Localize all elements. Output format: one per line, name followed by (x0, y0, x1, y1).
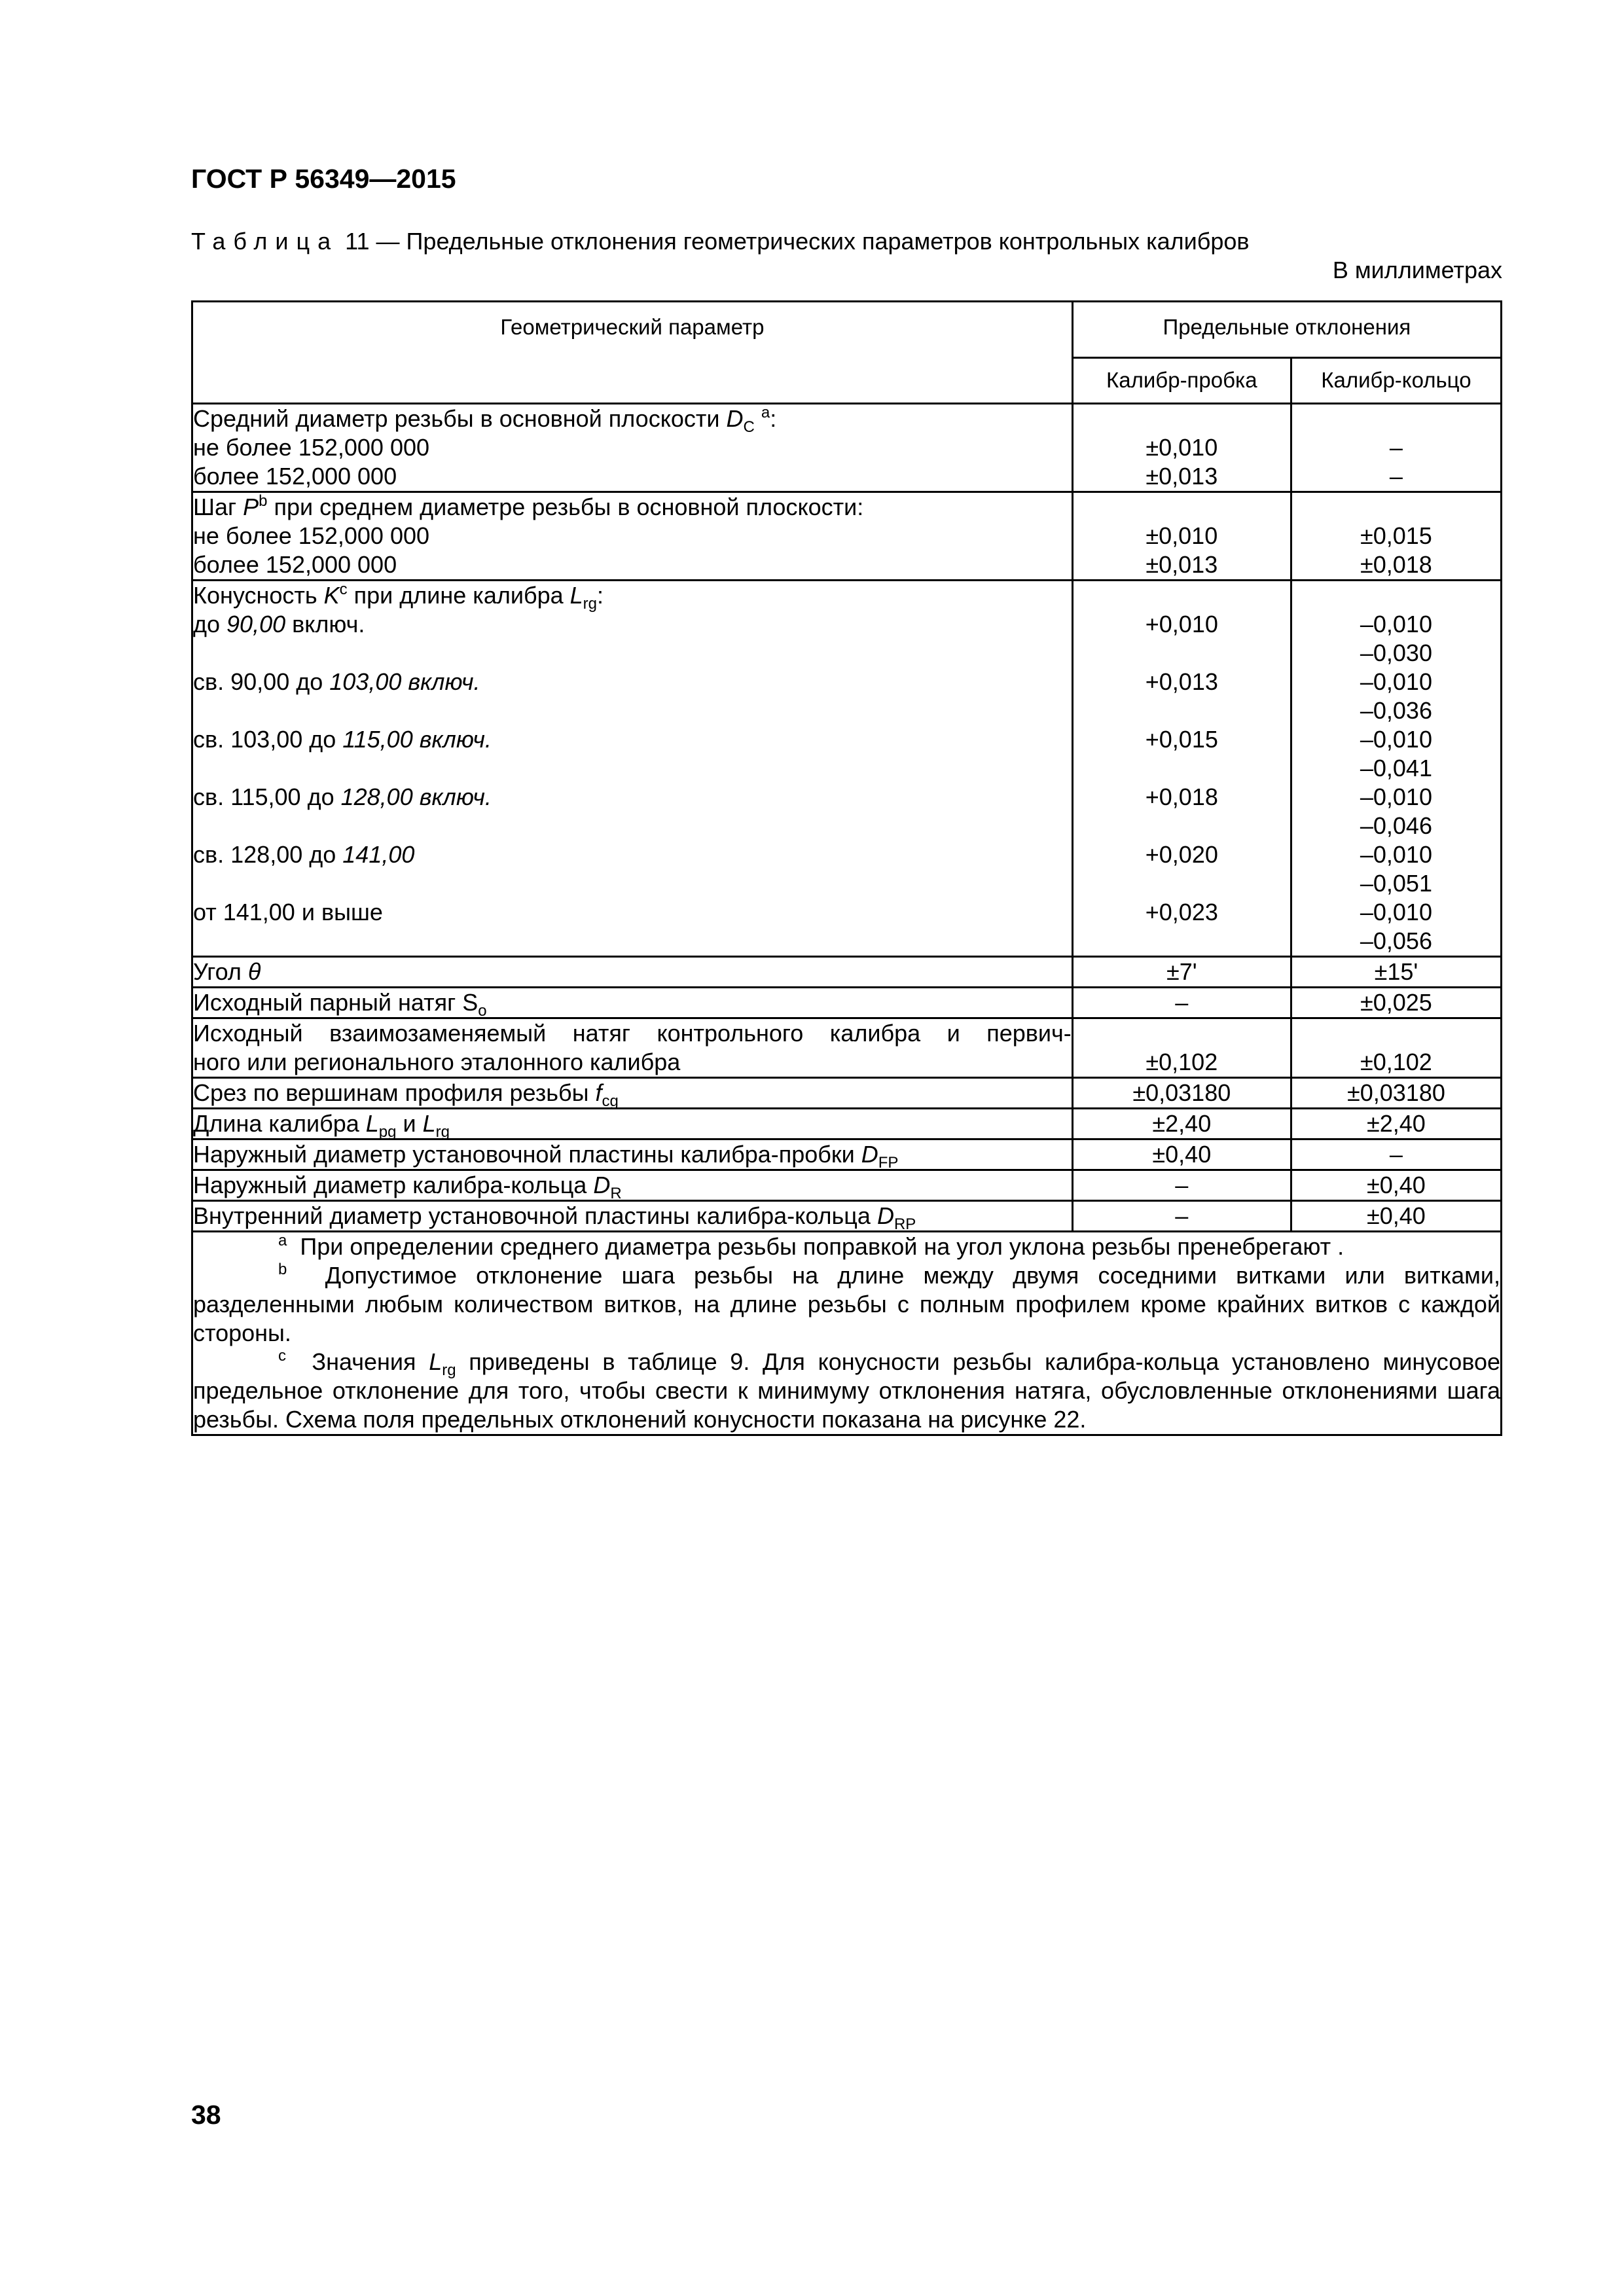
header-limits: Предельные отклонения (1072, 302, 1501, 358)
param-ring-plate-diameter: Внутренний диаметр установочной пластины калибра-кольца $D_{RP}$ (192, 1201, 1073, 1232)
table-row (192, 1109, 1502, 1139)
footnote-b: $^b$ Допустимое отклонение шага резьбы на длине между двумя соседними витками или витками, разделенными любым количеством витков, на длине резьбы с полным профилем кроме крайних витков с каждой стороны. (193, 1261, 1500, 1346)
param-pitch: Шаг $P^b$ при среднем диаметре резьбы в основной плоскости: не более 152,000 000 более 152,000 000 (192, 492, 1073, 581)
header-plug-gauge: Калибр-пробка (1072, 357, 1291, 403)
param-pitch-diameter: Средний диаметр резьбы в основной плоскости $D_C$ $^a$: не более 152,000 000 более 152,000 000 (192, 404, 1073, 492)
plug-value: ±2,40 (1072, 1109, 1291, 1139)
ring-value: ±0,40 (1291, 1170, 1501, 1201)
page-number: 38 (191, 2100, 221, 2130)
table-row (192, 492, 1502, 581)
footnote-ref-a: a (761, 404, 770, 422)
table-notes-row (192, 1232, 1502, 1435)
ring-value: ±0,102 (1291, 1018, 1501, 1078)
footnote-c: $^c$ Значения $L_{rg}$ приведены в таблице 9. Для конусности резьбы калибра-кольца установлено минусовое предельное отклонение для того, чтобы свести к минимуму отклонения натяга, обусловленные отклонениями шага резьбы. Схема поля предельных отклонений конусности показана на рисунке 22. (193, 1347, 1500, 1433)
table-row (192, 957, 1502, 988)
plug-value: ±0,102 (1072, 1018, 1291, 1078)
table-row (192, 988, 1502, 1018)
footnote-ref-b: b (259, 492, 268, 510)
param-standoff: Исходный парный натяг $S_o$ (192, 988, 1073, 1018)
plug-value: ±0,010 ±0,013 (1072, 404, 1291, 492)
plug-value: – (1072, 988, 1291, 1018)
plug-value: ±0,40 (1072, 1139, 1291, 1170)
param-taper: Конусность $K^c$ при длине калибра $L_{rg}$: до 90,00 включ. св. 90,00 до 103,00 включ. св. 103,00 до 115,00 включ. св. 115,00 до 128,00 включ. св. 128,00 до 141,00 от 141,00 и выше (192, 581, 1073, 957)
ring-value: ±0,015 ±0,018 (1291, 492, 1501, 581)
plug-value: – (1072, 1201, 1291, 1232)
tolerance-table (191, 300, 1502, 1436)
ring-value: ±0,025 (1291, 988, 1501, 1018)
table-row (192, 1139, 1502, 1170)
plug-value: ±0,03180 (1072, 1078, 1291, 1109)
table-row (192, 1170, 1502, 1201)
plug-value: – (1072, 1170, 1291, 1201)
ring-value: ±0,03180 (1291, 1078, 1501, 1109)
ring-value: – (1291, 1139, 1501, 1170)
table-caption-text: 11 — Предельные отклонения геометрических параметров контрольных калибров (345, 228, 1250, 255)
param-plug-plate-diameter: Наружный диаметр установочной пластины калибра-пробки $D_{FP}$ (192, 1139, 1073, 1170)
table-caption (191, 228, 1250, 255)
ring-value: ±0,40 (1291, 1201, 1501, 1232)
param-gauge-length: Длина калибра $L_{pg}$ и $L_{rg}$ (192, 1109, 1073, 1139)
param-truncation: Срез по вершинам профиля резьбы $f_{cg}$ (192, 1078, 1073, 1109)
ring-value: – – (1291, 404, 1501, 492)
table-caption-word: Таблица (191, 228, 339, 255)
plug-value: +0,010 +0,013 +0,015 +0,018 +0,020 +0,023 (1072, 581, 1291, 957)
table-row (192, 581, 1502, 957)
table-row (192, 1018, 1502, 1078)
units-label: В миллиметрах (1332, 257, 1502, 283)
header-parameter: Геометрический параметр (192, 302, 1073, 404)
footnote-a: $^a$ При определении среднего диаметра резьбы поправкой на угол уклона резьбы пренебрегают . (278, 1232, 1344, 1260)
plug-value: ±7' (1072, 957, 1291, 988)
param-angle: Угол θ (192, 957, 1073, 988)
table-row (192, 404, 1502, 492)
ring-value: ±2,40 (1291, 1109, 1501, 1139)
footnote-ref-c: c (339, 581, 348, 598)
param-ring-outer-diameter: Наружный диаметр калибра-кольца $D_R$ (192, 1170, 1073, 1201)
table-row (192, 1078, 1502, 1109)
ring-value: –0,010 –0,030 –0,010 –0,036 –0,010 –0,041 –0,010 –0,046 –0,010 –0,051 –0,010 –0,056 (1291, 581, 1501, 957)
param-interchange-standoff: Исходный взаимозаменяемый натяг контрольного калибра и первич- ного или регионального эталонного калибра (192, 1018, 1073, 1078)
plug-value: ±0,010 ±0,013 (1072, 492, 1291, 581)
header-ring-gauge: Калибр-кольцо (1291, 357, 1501, 403)
document-standard-number: ГОСТ Р 56349—2015 (191, 164, 456, 194)
table-footnotes (192, 1232, 1502, 1435)
table-row (192, 1201, 1502, 1232)
ring-value: ±15' (1291, 957, 1501, 988)
